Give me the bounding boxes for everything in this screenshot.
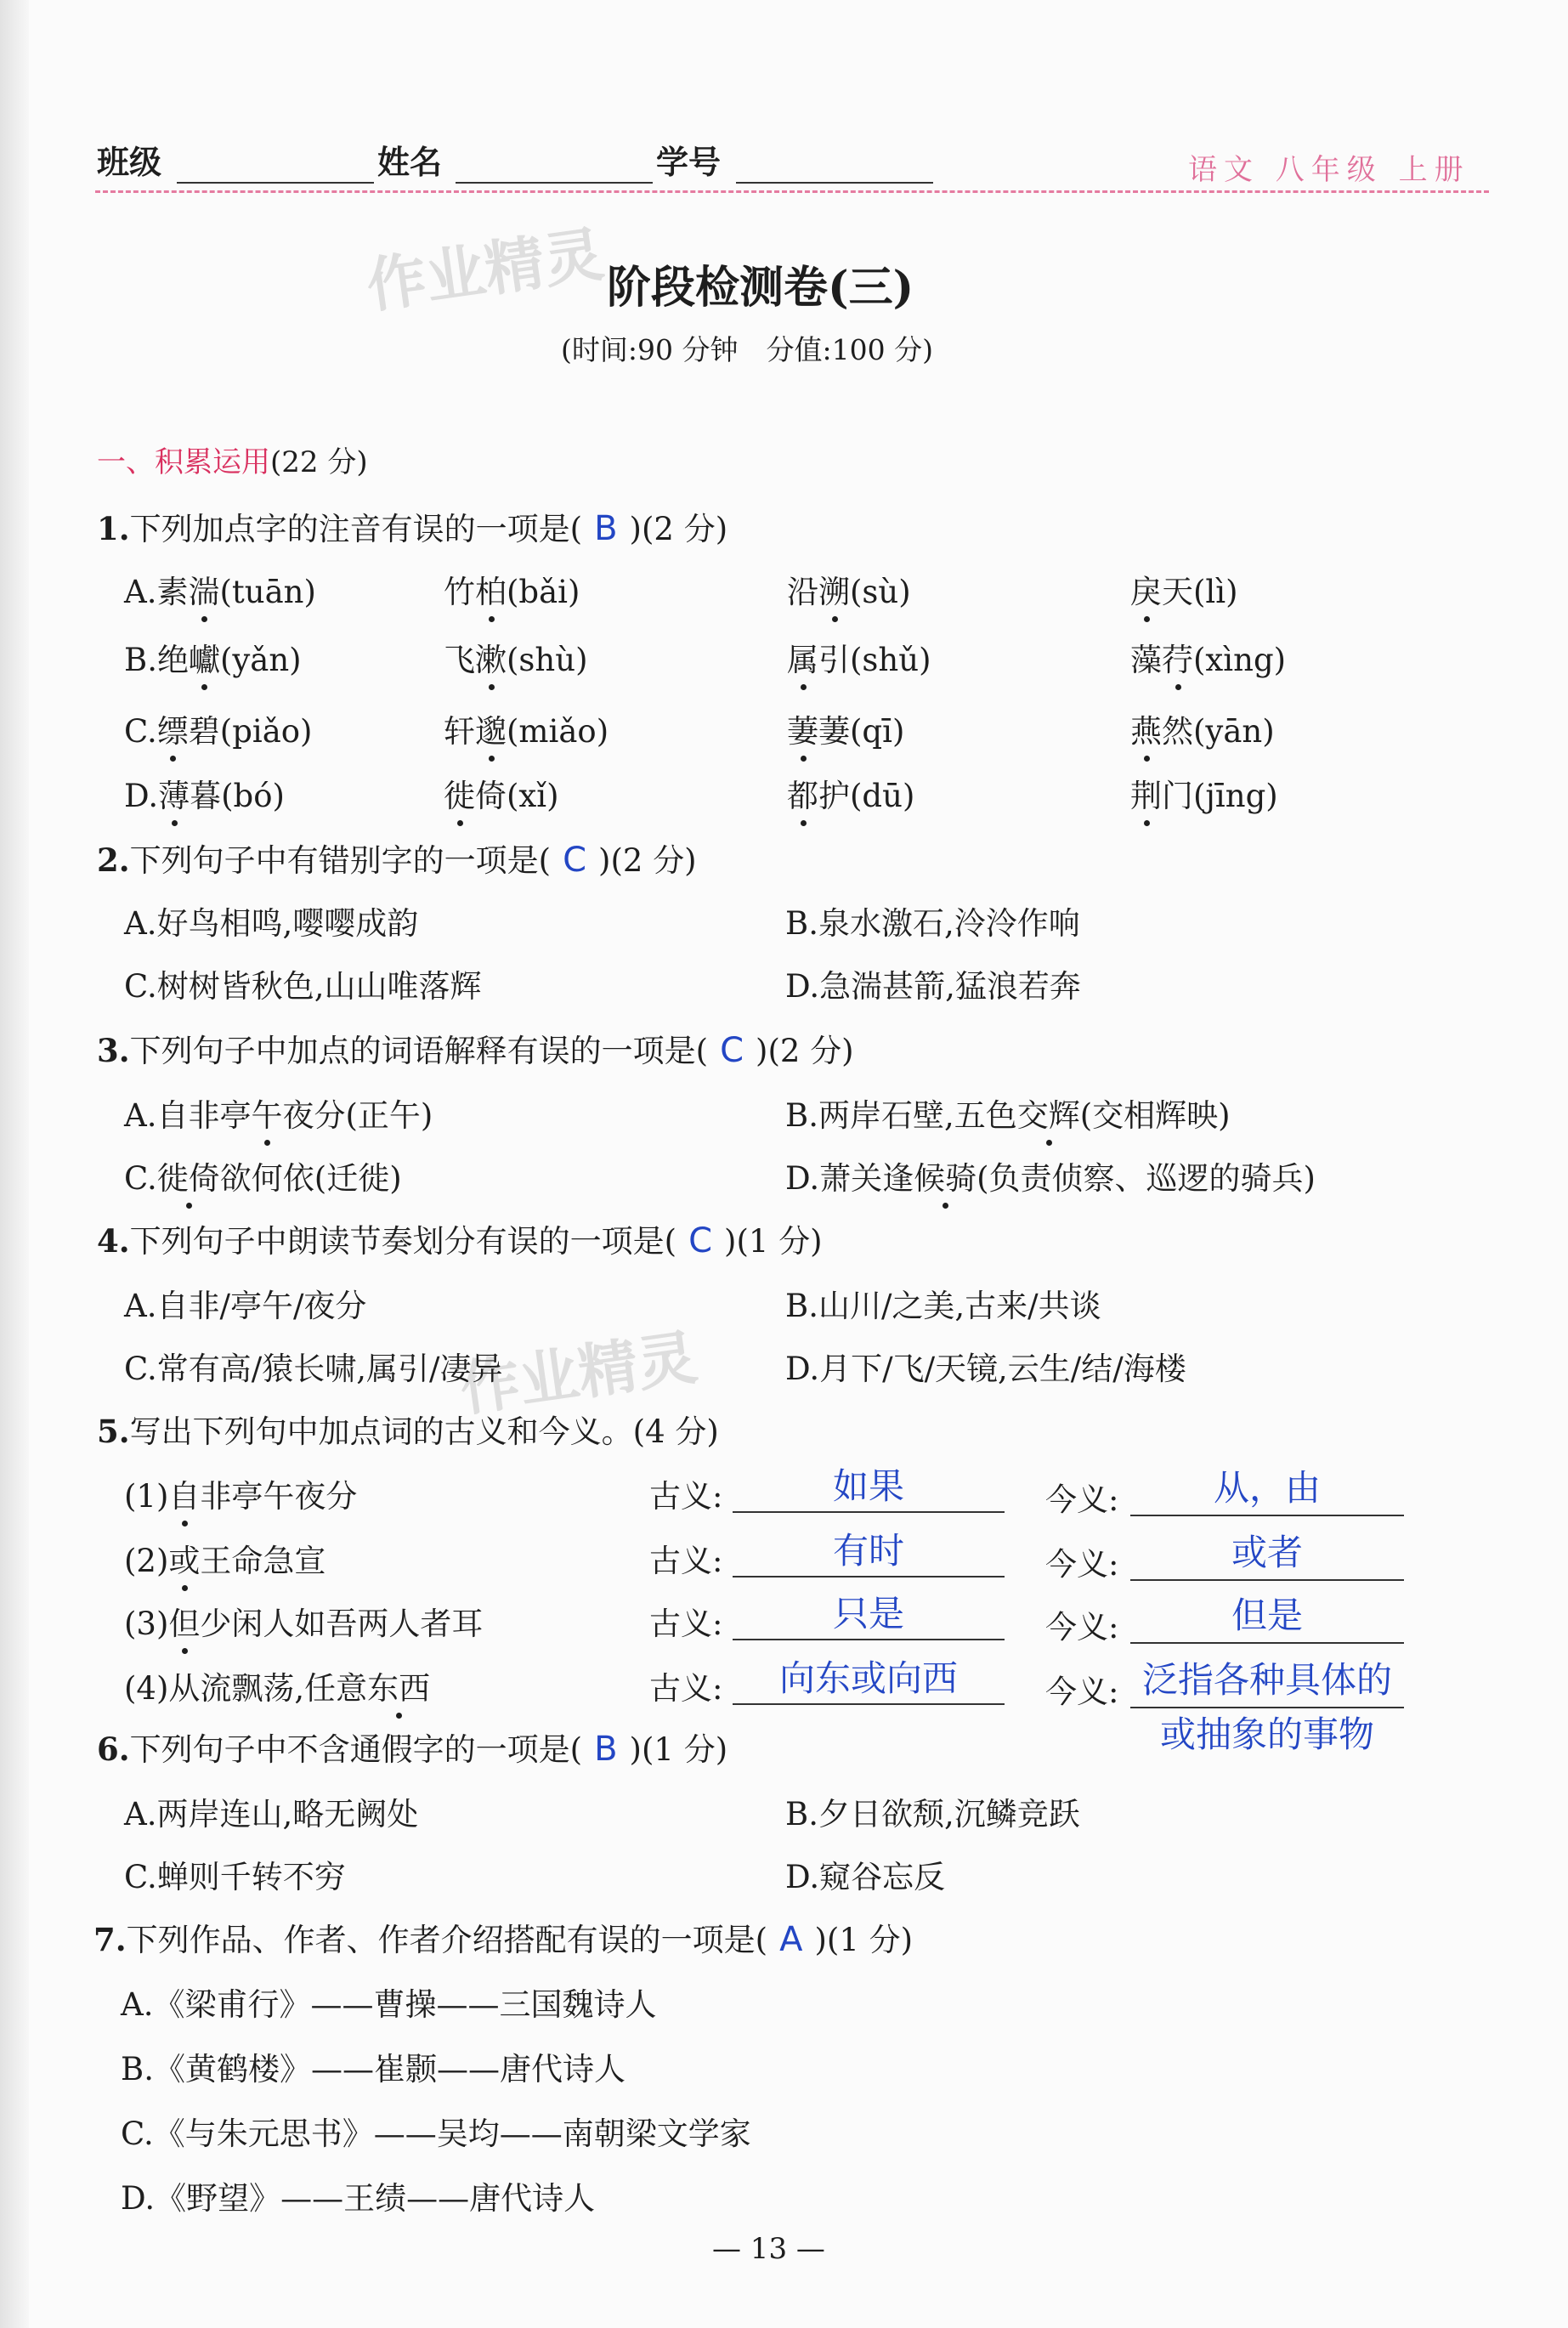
ancient-meaning-blank[interactable] (733, 1703, 1005, 1705)
option-d: D.《野望》——王绩——唐代诗人 (121, 2180, 596, 2217)
name-blank[interactable] (456, 182, 653, 184)
subject-label: 语文 八年级 上册 (1188, 153, 1470, 187)
option-text: (yǎn) (219, 642, 302, 678)
question-7 (93, 1914, 913, 1960)
option-text: B.两岸石壁,五色 (785, 1097, 1017, 1134)
dotted-char: 溯 (818, 566, 850, 612)
option-b: B.泉水激石,泠泠作响 (785, 905, 1080, 942)
dotted-char: 戾 (1130, 566, 1162, 612)
option-text: 藻 (1130, 642, 1162, 678)
option-text: C. (124, 713, 157, 750)
exam-meta: (时间:90 分钟 分值:100 分) (561, 333, 933, 366)
handwritten-answer: B (594, 509, 618, 548)
question-1 (97, 503, 727, 549)
section-score: (22 分) (270, 445, 368, 479)
option-c: C.《与朱元思书》——吴均——南朝梁文学家 (121, 2116, 751, 2152)
item-text: 王命急宣 (200, 1543, 326, 1579)
modern-meaning-answer: 泛指各种具体的 (1141, 1659, 1392, 1701)
question-3 (97, 1025, 854, 1071)
question-4 (97, 1215, 823, 1261)
ancient-meaning-blank[interactable] (733, 1576, 1005, 1577)
dotted-word: 徙倚 (157, 1153, 220, 1198)
option-text: B.绝 (124, 642, 189, 678)
option-text: C. (124, 1160, 157, 1197)
option-text: (xìng) (1193, 642, 1287, 678)
question-score: )(1 分) (814, 1922, 914, 1958)
ancient-meaning-answer: 有时 (832, 1530, 904, 1572)
question-stem: 下列句子中加点的词语解释有误的一项是( (129, 1033, 709, 1069)
pinyin-option (124, 770, 285, 816)
option-text: (bǎi) (507, 574, 580, 610)
modern-meaning-blank[interactable] (1130, 1515, 1404, 1516)
question-stem: 下列加点字的注音有误的一项是( (129, 511, 583, 547)
option-a: A.好鸟相鸣,嘤嘤成韵 (124, 905, 419, 942)
option-b (785, 1090, 1231, 1136)
option-text: 天(lì) (1162, 574, 1238, 610)
modern-meaning-answer: 或者 (1231, 1532, 1303, 1573)
watermark: 作业精灵 (456, 1322, 702, 1425)
item-text: (3) (124, 1606, 169, 1642)
dotted-word: 候骑 (914, 1153, 976, 1198)
pinyin-option (1130, 634, 1286, 680)
dotted-char: 柏 (475, 566, 507, 612)
handwritten-answer: B (594, 1730, 618, 1769)
option-text: 竹 (444, 574, 475, 610)
name-label: 姓名 (377, 144, 443, 181)
pinyin-option (787, 770, 914, 816)
ancient-meaning-answer: 只是 (832, 1593, 904, 1634)
option-text: (shù) (507, 642, 588, 678)
option-text: (交相辉映) (1079, 1097, 1231, 1134)
class-label: 班级 (97, 144, 162, 181)
option-text: 轩 (444, 713, 475, 750)
option-text: (负责侦察、巡逻的骑兵) (976, 1160, 1316, 1197)
modern-meaning-answer: 但是 (1231, 1594, 1303, 1636)
dotted-word: 午 (251, 1090, 282, 1136)
handwritten-answer: C (720, 1031, 744, 1070)
question-6 (97, 1724, 727, 1770)
question-number: 4. (97, 1222, 130, 1260)
option-text: 夜分(正午) (282, 1097, 433, 1134)
question-stem: 下列句子中不含通假字的一项是( (129, 1731, 583, 1768)
pinyin-option (124, 705, 313, 751)
modern-meaning-blank[interactable] (1130, 1642, 1404, 1644)
modern-meaning-label: 今义: (1045, 1546, 1119, 1583)
option-a: A.自非/亭午/夜分 (124, 1288, 367, 1324)
option-d: D.急湍甚箭,猛浪若奔 (785, 968, 1081, 1005)
dotted-char: 缥 (157, 705, 189, 751)
question-number: 3. (97, 1032, 130, 1069)
ancient-meaning-blank[interactable] (733, 1639, 1005, 1640)
pinyin-option (1130, 566, 1238, 612)
pinyin-option (1130, 770, 1278, 816)
question-score: )(2 分) (598, 842, 697, 879)
option-text: 飞 (444, 642, 475, 678)
dotted-char: 属 (787, 634, 818, 680)
ancient-meaning-answer: 如果 (832, 1465, 904, 1507)
word-item (124, 1535, 325, 1581)
dotted-char: 邈 (475, 705, 507, 751)
dotted-char: 漱 (475, 634, 507, 680)
watermark: 作业精灵 (362, 218, 609, 322)
question-stem: 下列句子中朗读节奏划分有误的一项是( (129, 1223, 677, 1260)
dotted-word: 或 (168, 1535, 200, 1581)
pinyin-option (444, 634, 588, 680)
option-d: D.月下/飞/天镜,云生/结/海楼 (785, 1351, 1186, 1387)
question-number: 5. (97, 1413, 130, 1450)
option-a: A.《梁甫行》——曹操——三国魏诗人 (121, 1986, 657, 2023)
handwritten-answer: C (688, 1221, 713, 1260)
word-item (124, 1470, 357, 1516)
question-stem: 下列句子中有错别字的一项是( (129, 842, 552, 879)
option-text: 碧(piǎo) (188, 713, 313, 750)
dotted-char: 湍 (188, 566, 219, 612)
pinyin-option (444, 705, 609, 751)
question-number: 1. (97, 510, 130, 547)
option-text: 萋(qī) (818, 713, 905, 750)
option-text: 门(jīng) (1162, 778, 1278, 814)
option-text: 然(yān) (1162, 713, 1275, 750)
page-number: — 13 — (712, 2232, 825, 2266)
dotted-char: 燕 (1130, 705, 1162, 751)
question-score: )(1 分) (629, 1731, 728, 1768)
dotted-word: 自 (168, 1470, 200, 1516)
word-item (124, 1598, 483, 1644)
item-text: 非亭午夜分 (200, 1478, 358, 1515)
question-5 (97, 1406, 719, 1452)
option-d (785, 1153, 1316, 1198)
pinyin-option (1130, 705, 1275, 751)
option-text: (miǎo) (507, 713, 609, 750)
option-text: 引(shǔ) (818, 642, 931, 678)
dotted-word: 东西 (367, 1662, 430, 1708)
ancient-meaning-blank[interactable] (733, 1511, 1005, 1513)
modern-meaning-answer: 从，由 (1213, 1467, 1321, 1509)
item-text: (1) (124, 1478, 169, 1515)
section-label: 一、积累运用 (97, 445, 270, 479)
ancient-meaning-answer: 向东或向西 (778, 1657, 958, 1699)
question-number: 7. (93, 1921, 127, 1958)
option-text: 欲何依(迁徙) (219, 1160, 402, 1197)
modern-meaning-answer: 或抽象的事物 (1159, 1713, 1374, 1755)
dotted-char: 萋 (787, 705, 818, 751)
option-text: A.自非亭 (124, 1097, 252, 1134)
option-text: 暮(bó) (190, 778, 285, 814)
modern-meaning-label: 今义: (1045, 1609, 1119, 1645)
handwritten-answer: A (779, 1920, 803, 1959)
dotted-word: 但 (168, 1598, 200, 1644)
pinyin-option (444, 770, 559, 816)
option-a (124, 1090, 433, 1136)
pinyin-option (124, 634, 302, 680)
option-d: D.窥谷忘反 (785, 1859, 946, 1895)
option-b: B.《黄鹤楼》——崔颢——唐代诗人 (121, 2051, 626, 2087)
question-stem: 下列作品、作者、作者介绍搭配有误的一项是( (126, 1922, 768, 1958)
question-stem: 写出下列句中加点词的古义和今义。(4 分) (129, 1413, 719, 1450)
ancient-meaning-label: 古义: (649, 1606, 723, 1642)
pinyin-option (787, 634, 931, 680)
option-b: B.夕日欲颓,沉鳞竞跃 (785, 1796, 1080, 1832)
question-number: 6. (97, 1730, 130, 1768)
option-text: 护(dū) (818, 778, 915, 814)
ancient-meaning-label: 古义: (649, 1543, 723, 1579)
option-c: C.蝉则千转不穷 (124, 1859, 346, 1895)
handwritten-answer: C (563, 841, 587, 880)
page-title: 阶段检测卷(三) (607, 262, 914, 314)
ancient-meaning-label: 古义: (649, 1670, 723, 1707)
option-text: D.萧关逢 (785, 1160, 914, 1197)
question-score: )(2 分) (756, 1033, 854, 1069)
header-divider (95, 190, 1489, 193)
question-2 (97, 835, 697, 881)
dotted-char: 荆 (1130, 770, 1162, 816)
pinyin-option (124, 566, 316, 612)
dotted-char: 薄 (158, 770, 190, 816)
option-a: A.两岸连山,略无阙处 (124, 1796, 419, 1832)
item-text: (2) (124, 1543, 169, 1579)
word-item (124, 1662, 430, 1708)
student-id-blank[interactable] (736, 182, 933, 184)
option-b: B.山川/之美,古来/共谈 (785, 1288, 1101, 1324)
dotted-char: 巘 (189, 634, 220, 680)
question-score: )(1 分) (724, 1223, 823, 1260)
option-text: (sù) (850, 574, 911, 610)
option-text: 沿 (787, 574, 818, 610)
class-blank[interactable] (177, 182, 374, 184)
option-text: A.素 (124, 574, 189, 610)
modern-meaning-blank[interactable] (1130, 1579, 1404, 1581)
option-c: C.树树皆秋色,山山唯落辉 (124, 968, 482, 1005)
item-text: 少闲人如吾两人者耳 (200, 1606, 484, 1642)
pinyin-option (787, 566, 911, 612)
dotted-word: 交辉 (1017, 1090, 1080, 1136)
option-text: D. (124, 778, 159, 814)
student-id-label: 学号 (656, 144, 722, 181)
modern-meaning-label: 今义: (1045, 1674, 1119, 1710)
section-heading (97, 439, 368, 480)
pinyin-option (787, 705, 904, 751)
option-text: 倚(xǐ) (475, 778, 559, 814)
question-score: )(2 分) (629, 511, 728, 547)
dotted-char: 荇 (1162, 634, 1193, 680)
scan-edge (0, 0, 29, 2328)
ancient-meaning-label: 古义: (649, 1478, 723, 1515)
modern-meaning-label: 今义: (1045, 1481, 1119, 1518)
question-number: 2. (97, 841, 130, 879)
option-c (124, 1153, 402, 1198)
dotted-char: 都 (787, 770, 818, 816)
pinyin-option (444, 566, 580, 612)
item-text: (4)从流飘荡,任意 (124, 1670, 368, 1707)
dotted-char: 徙 (444, 770, 475, 816)
option-c: C.常有高/猿长啸,属引/凄异 (124, 1351, 503, 1387)
option-text: (tuān) (219, 574, 316, 610)
